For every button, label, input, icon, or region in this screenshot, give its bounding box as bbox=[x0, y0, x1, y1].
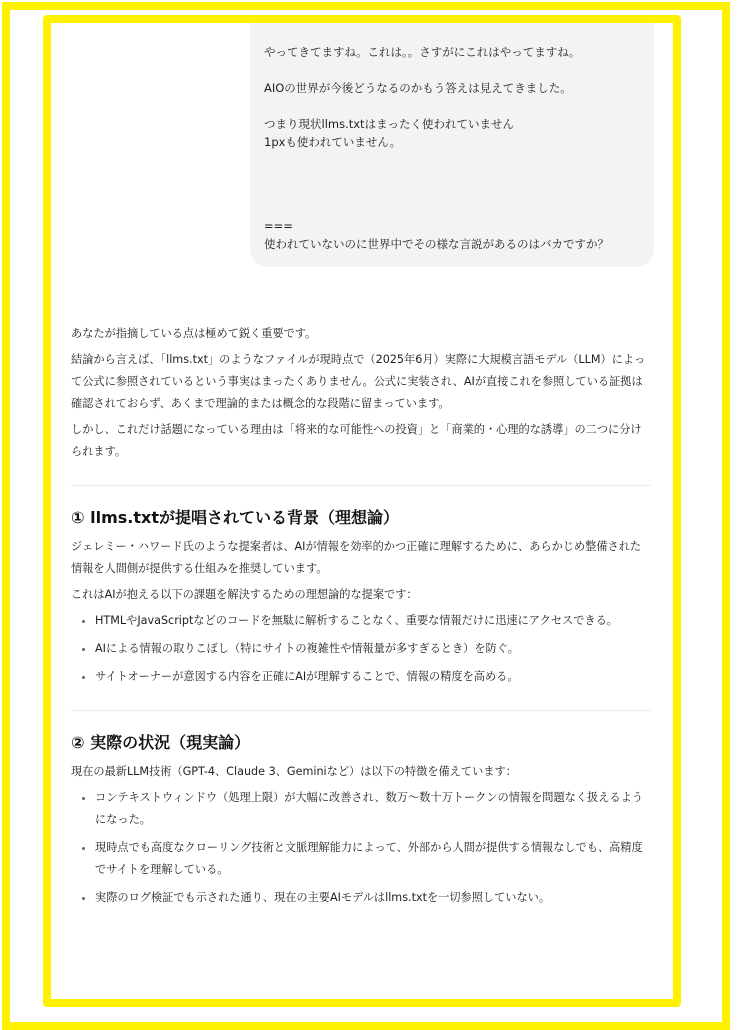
response-paragraph: しかし、これだけ話題になっている理由は「将来的な可能性への投資」と「商業的・心理的な誘導」の二つに分けられます。 bbox=[71, 423, 642, 458]
bullet-item: • 現時点でも高度なクローリング技術と文脈理解能力によって、外部から人間が提供する情報なしでも、高精度でサイトを理解している。 bbox=[95, 837, 651, 881]
section-heading: ① llms.txtが提唱されている背景（理想論） bbox=[71, 508, 399, 527]
bullet-item: • 実際のログ検証でも示された通り、現在の主要AIモデルはllms.txtを一切参照していない。 bbox=[95, 887, 651, 909]
user-message-line: 使われていないのに世界中でその様な言説があるのはバカですか？ bbox=[264, 237, 609, 251]
assistant-response bbox=[71, 323, 651, 915]
response-paragraph: ジェレミー・ハワード氏のような提案者は、AIが情報を効率的かつ正確に理解するために、あらかじめ整備された情報を人間側が提供する仕組みを推奨しています。 bbox=[71, 540, 642, 575]
bullet-item: • AIによる情報の取りこぼし（特にサイトの複雑性や情報量が多すぎるとき）を防ぐ。 bbox=[95, 638, 651, 660]
user-message-line: やってきてますね。これは。。さすがにこれはやってますね。 bbox=[264, 45, 581, 59]
response-paragraph: 結論から言えば、「llms.txt」のようなファイルが現時点で（2025年6月）実際に大規模言語モデル（LLM）によって公式に参照されているという事実はまったくありません。公式に実装され、AIが直接これを参照している証拠は確認されておらず、あくまで理論的または概念的な段階に留まっています。 bbox=[71, 353, 646, 410]
user-message-line: 1pxも使われていません。 bbox=[264, 135, 402, 149]
section-divider bbox=[71, 485, 651, 486]
user-message-line: === bbox=[264, 219, 293, 233]
user-message-line: つまり現状llms.txtはまったく使われていません bbox=[264, 117, 515, 131]
user-message-line: AIOの世界が今後どうなるのかもう答えは見えてきました。 bbox=[264, 81, 572, 95]
section-heading: ② 実際の状況（現実論） bbox=[71, 733, 251, 752]
bullet-item: • コンテキストウィンドウ（処理上限）が大幅に改善され、数万〜数十万トークンの情報を問題なく扱えるようになった。 bbox=[95, 787, 651, 831]
chat-panel bbox=[43, 15, 681, 1007]
response-intro: あなたが指摘している点は極めて鋭く重要です。 bbox=[71, 327, 317, 340]
bullet-item: • サイトオーナーが意図する内容を正確にAIが理解することで、情報の精度を高める。 bbox=[95, 666, 651, 688]
response-paragraph: これはAIが抱える以下の課題を解決するための理想論的な提案です： bbox=[71, 588, 418, 601]
bullet-item: • HTMLやJavaScriptなどのコードを無駄に解析することなく、重要な情報だけに迅速にアクセスできる。 bbox=[95, 610, 651, 632]
user-message-bubble bbox=[250, 15, 654, 267]
response-paragraph: 現在の最新LLM技術（GPT-4、Claude 3、Geminiなど）は以下の特徴を備えています： bbox=[71, 765, 517, 778]
bullet-list bbox=[71, 610, 651, 688]
section-divider bbox=[71, 710, 651, 711]
bullet-list bbox=[71, 787, 651, 909]
